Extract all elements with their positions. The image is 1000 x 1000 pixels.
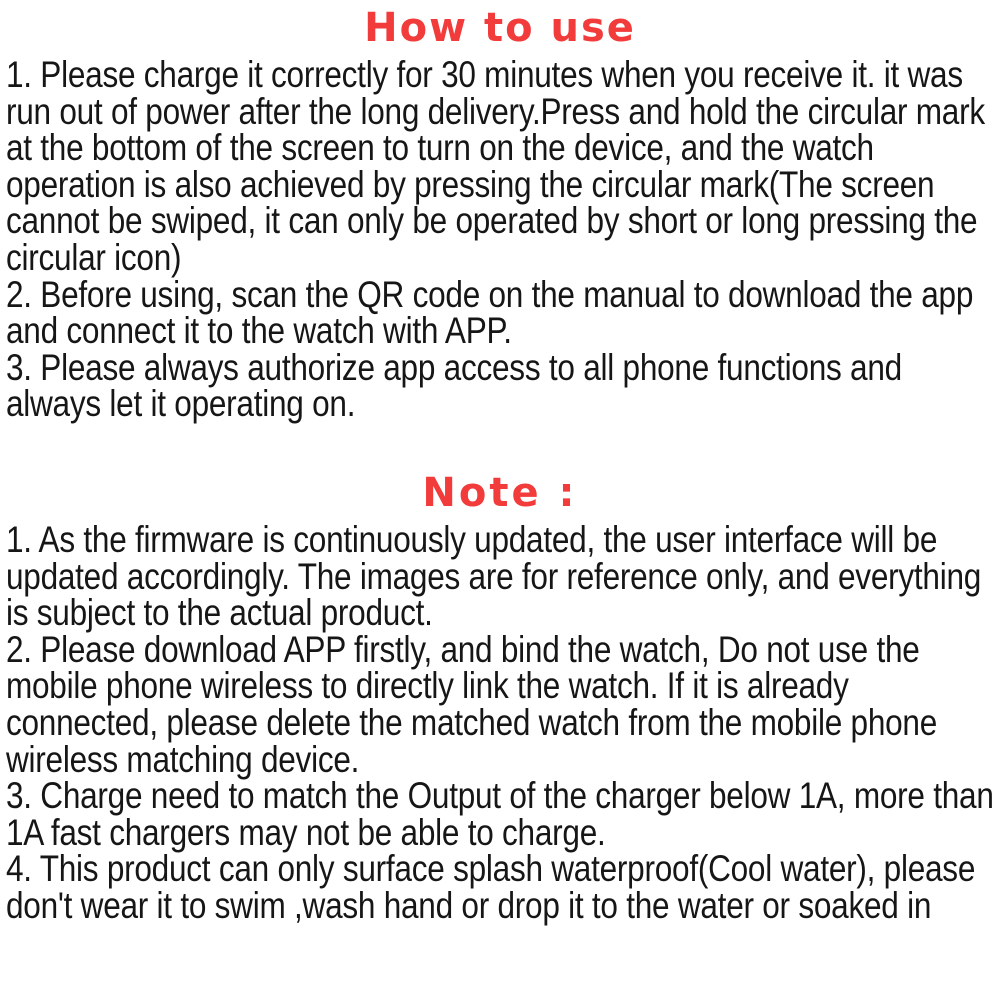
- section-title-note: Note :: [422, 469, 578, 516]
- note-item-4: 4. This product can only surface splash waterproof(Cool water), please don't wear it to swim ,wash hand or drop it to the water or soaked in: [5, 848, 976, 926]
- section-title-how-to-use: How to use: [364, 5, 636, 51]
- note-item-1: 1. As the firmware is continuously updated, the user interface will be updated accordingly. The images are for reference only, and everything is subject to the actual product.: [5, 518, 982, 634]
- how-to-use-step-1: 1. Please charge it correctly for 30 minutes when you receive it. it was run out of power after the long delivery.Press and hold the circular mark at the bottom of the screen to turn on the device, and the watch operation is also achieved by pressing the circular mark(The screen cannot be swiped, it can only be operated by short or long pressing the circular icon): [5, 54, 985, 278]
- note-section-body: [0, 518, 1000, 926]
- how-to-use-section-body: [0, 54, 1000, 425]
- note-item-2: 2. Please download APP firstly, and bind the watch, Do not use the mobile phone wireless to directly link the watch. If it is already connected, please delete the matched watch from the mobile phone wireless matching device.: [5, 628, 938, 780]
- note-item-3: 3. Charge need to match the Output of the charger below 1A, more than 1A fast chargers may not be able to charge.: [5, 775, 994, 853]
- how-to-use-step-2: 2. Before using, scan the QR code on the manual to download the app and connect it to the watch with APP.: [5, 273, 974, 352]
- how-to-use-step-3: 3. Please always authorize app access to all phone functions and always let it operating on.: [5, 346, 902, 425]
